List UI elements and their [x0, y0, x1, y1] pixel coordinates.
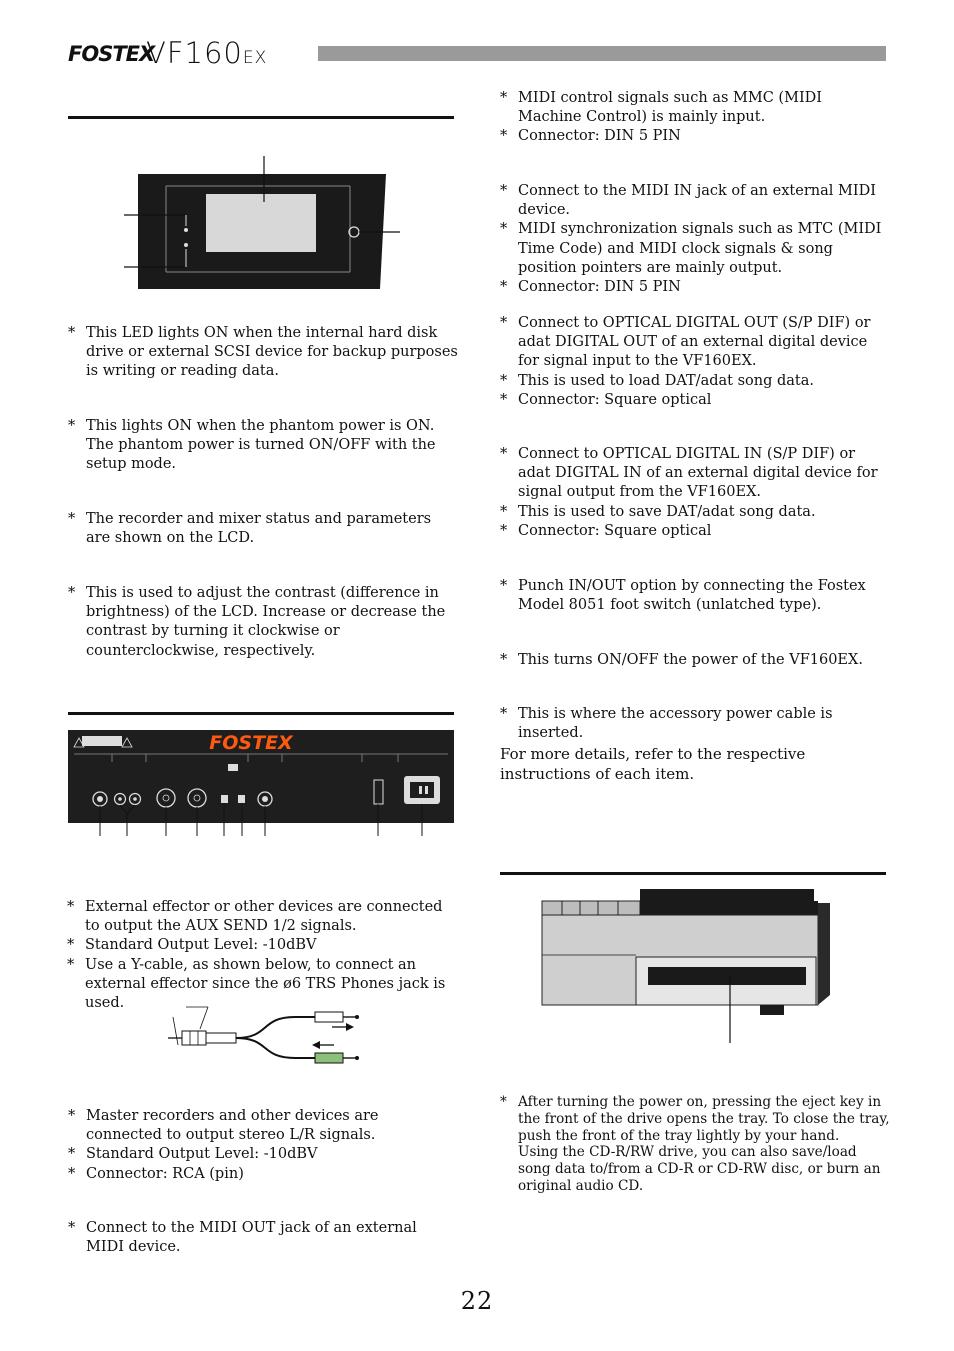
- midi-in-jack: [157, 789, 175, 807]
- midi-out-jack: [188, 789, 206, 807]
- section-rule-cd-drive: [500, 872, 886, 875]
- cd-tray-slot: [648, 967, 806, 985]
- unit-side-panel: [818, 903, 830, 1005]
- note-optical-out: * Connect to OPTICAL DIGITAL IN (S/P DIF) or adat DIGITAL IN of an external digital device for signal output from the VF160EX. * This is used to save DAT/adat song data. * Connector: Square optical: [500, 446, 878, 539]
- serial-label: [228, 764, 238, 771]
- cd-drive-diagram: [540, 885, 836, 1045]
- trs-plug-icon: [182, 1031, 206, 1045]
- unit-foot: [760, 1005, 784, 1015]
- y-cable-diagram: [160, 1005, 390, 1073]
- note-access-led: * This LED lights ON when the internal hard disk drive or external SCSI device for backup purposes is writing or reading data.: [68, 325, 458, 380]
- fostex-logo: FOSTEX: [68, 42, 155, 66]
- note-optical-in: * Connect to OPTICAL DIGITAL OUT (S/P DIF) or adat DIGITAL OUT of an external digital device for signal input to the VF160EX. * This is used to load DAT/adat song data. * Connector: Square optical: [500, 315, 871, 408]
- rear-panel-logo: FOSTEX: [209, 732, 293, 754]
- optical-in-port: [221, 795, 228, 803]
- note-cd-drive: * After turning the power on, pressing the eject key in the front of the drive opens the tray. To close the tray, push the front of the tray lightly by your hand. Using the CD-R/RW drive, you can also save/load song data to/from a CD-R or CD-RW disc, or burn an original audio CD.: [500, 1094, 890, 1194]
- note-midi-in-cont: * MIDI control signals such as MMC (MIDI Machine Control) is mainly input. * Connector: DIN 5 PIN: [500, 90, 823, 145]
- section-rule-top-left: [68, 116, 454, 119]
- note-contrast: * This is used to adjust the contrast (difference in brightness) of the LCD. Increase or decrease the contrast by turning it clockwise or counterclockwise, respectively.: [68, 585, 446, 659]
- unit-top-strip: [542, 901, 640, 915]
- model-logo: [146, 36, 267, 70]
- note-midi-out: * Connect to the MIDI IN jack of an external MIDI device. * MIDI synchronization signals such as MTC (MIDI Time Code) and MIDI clock signals & song position pointers are mainly output. * Connector: DIN 5 PIN: [500, 183, 882, 296]
- optical-out-port: [238, 795, 245, 803]
- rear-panel-diagram: [68, 730, 456, 842]
- note-phantom-led: * This lights ON when the phantom power is ON. The phantom power is turned ON/OFF with the setup mode.: [68, 418, 436, 473]
- note-punch-in-out: * Punch IN/OUT option by connecting the Fostex Model 8051 foot switch (unlatched type).: [500, 578, 866, 614]
- plug-send-icon: [315, 1012, 343, 1022]
- note-power-switch: * This turns ON/OFF the power of the VF160EX.: [500, 652, 863, 668]
- note-midi-in: * Connect to the MIDI OUT jack of an external MIDI device.: [68, 1220, 417, 1256]
- details-paragraph: For more details, refer to the respective instructions of each item.: [500, 745, 806, 783]
- access-led: [184, 228, 188, 232]
- lcd-screen: [206, 194, 316, 252]
- power-switch: [374, 780, 383, 804]
- model-name: VF160: [146, 36, 243, 70]
- plug-return-icon: [315, 1053, 343, 1063]
- note-aux-send: * External effector or other devices are connected to output the AUX SEND 1/2 signals. * Standard Output Level: -10dBV * Use a Y-cable, as shown below, to connect an external effector since the ø6 TRS Phones jack is used.: [67, 899, 446, 1012]
- phantom-led: [184, 243, 188, 247]
- model-suffix: EX: [242, 48, 268, 68]
- note-lcd: * The recorder and mixer status and parameters are shown on the LCD.: [68, 511, 432, 547]
- page-number: 22: [460, 1287, 494, 1315]
- note-ac-inlet: * This is where the accessory power cable is inserted.: [500, 706, 833, 742]
- note-stereo-out: * Master recorders and other devices are connected to output stereo L/R signals. * Standard Output Level: -10dBV * Connector: RCA (pin): [68, 1108, 379, 1182]
- lcd-panel-diagram: [118, 150, 410, 296]
- unit-top-panel: [640, 889, 814, 915]
- header-bar: [318, 46, 886, 61]
- section-rule-rear-panel: [68, 712, 454, 715]
- warning-label: [82, 736, 122, 746]
